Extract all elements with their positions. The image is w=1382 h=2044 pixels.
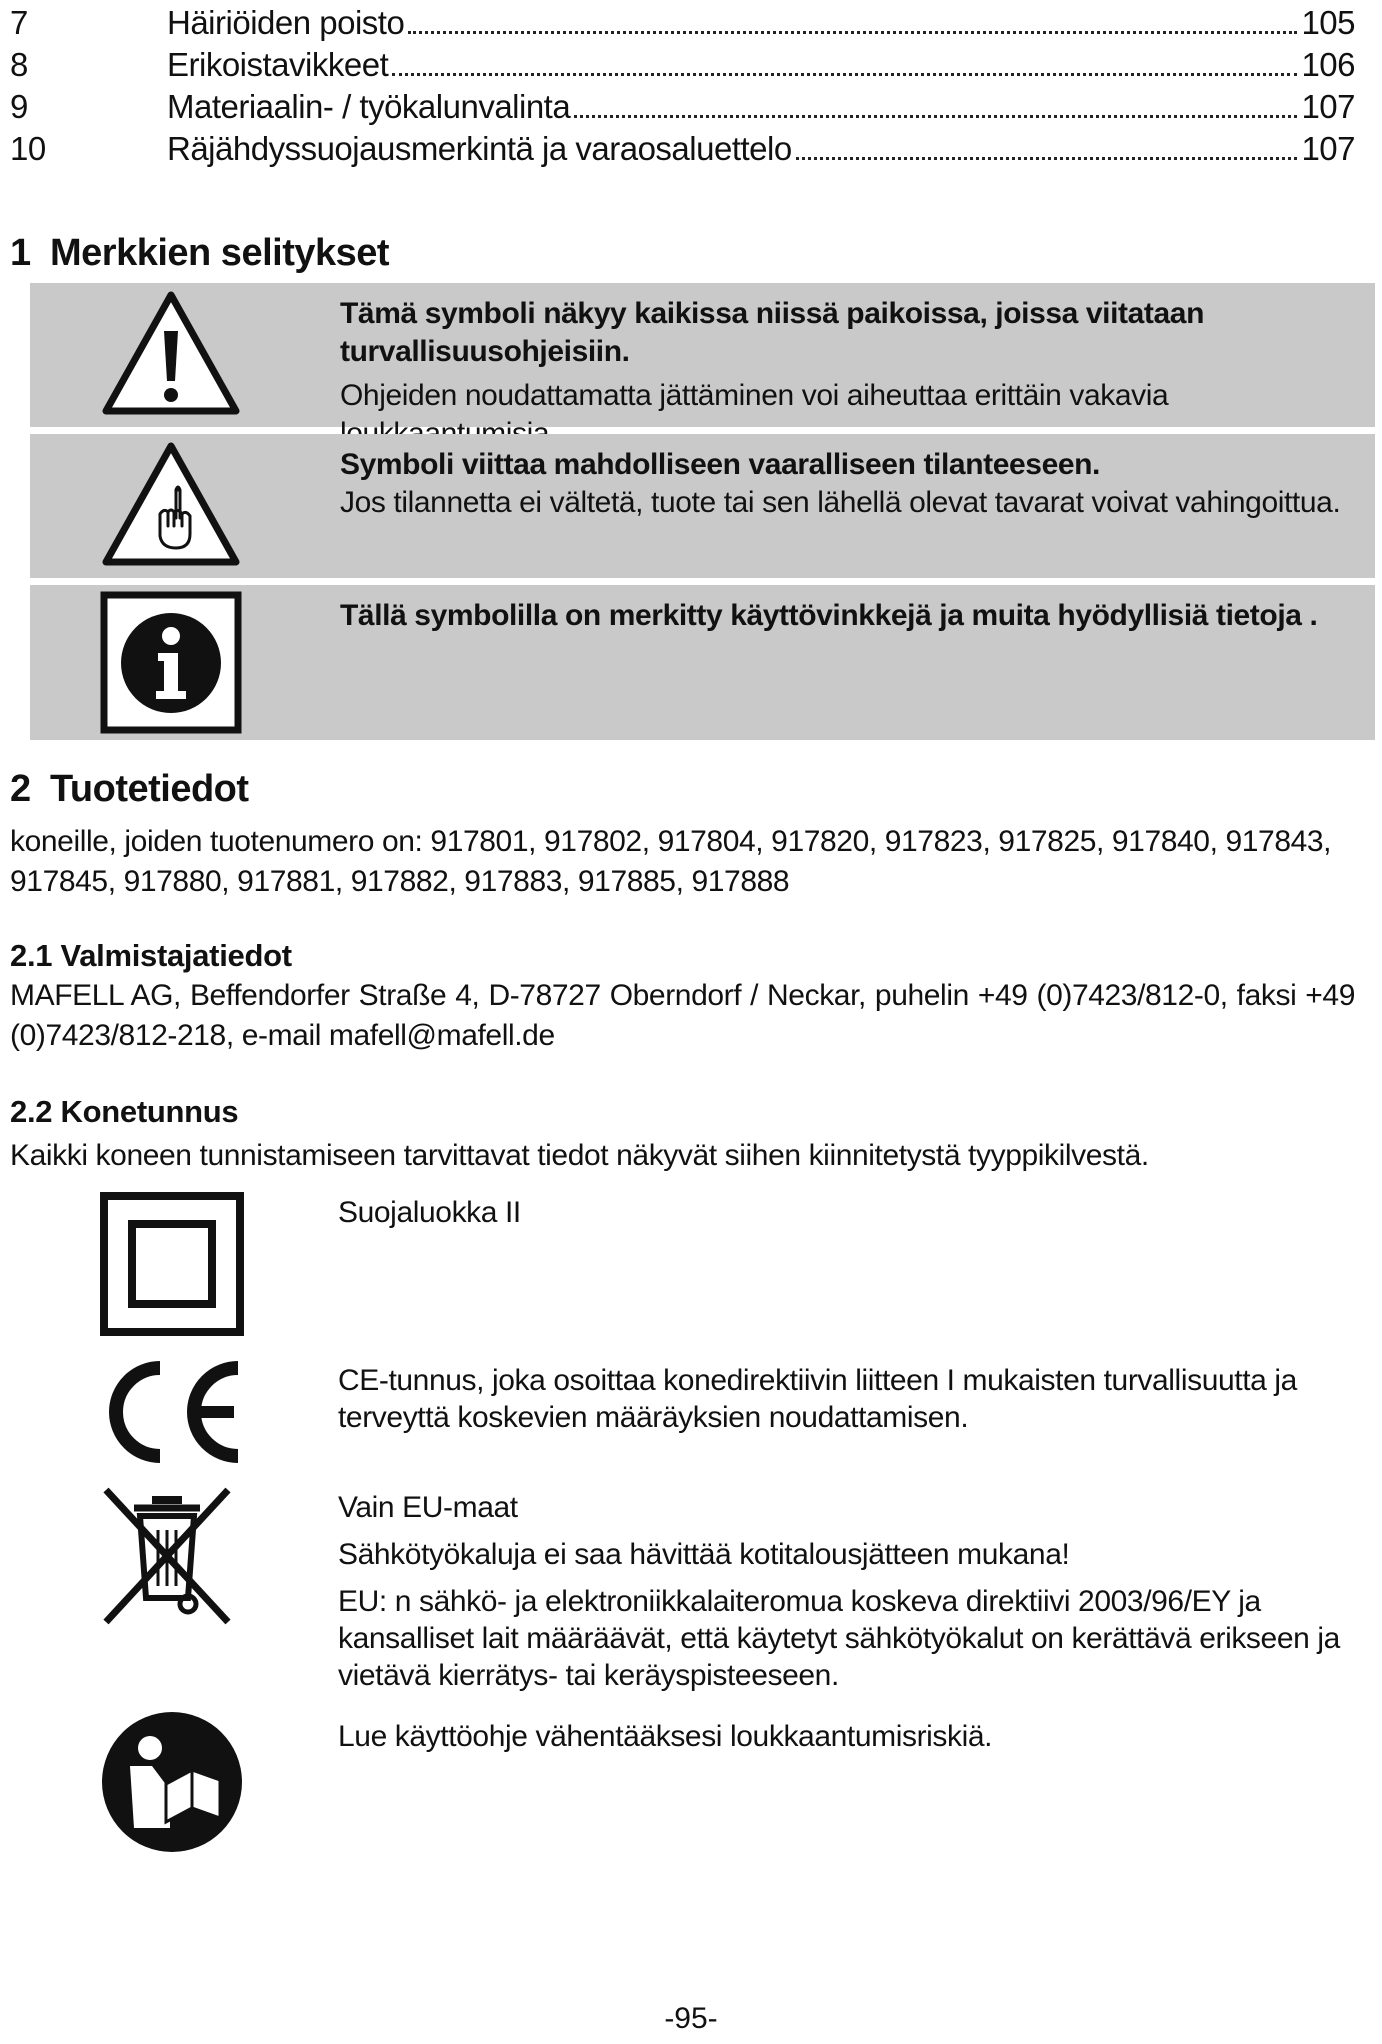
section-number: 1 bbox=[10, 232, 31, 274]
toc-page-number: 107 bbox=[1301, 88, 1355, 125]
subsection-number: 2.2 bbox=[10, 1094, 53, 1129]
toc-title: Häiriöiden poisto bbox=[167, 4, 405, 41]
subsection-title: Konetunnus bbox=[60, 1094, 239, 1129]
symbol-explanation-box bbox=[30, 434, 1375, 578]
weee-line: EU: n sähkö- ja elektroniikkalaiteromua koskeva direktiivi 2003/96/EY ja kansalliset lait määräävät, että käytetyt sähkötyökalut on kerättävä erikseen ja vietävä kierrätys- tai keräyspisteeseen. bbox=[338, 1585, 1340, 1692]
section-title: Merkkien selitykset bbox=[50, 232, 390, 274]
section-title: Tuotetiedot bbox=[50, 768, 249, 810]
machine-id-text: Kaikki koneen tunnistamiseen tarvittavat tiedot näkyvät siihen kiinnitetystä tyyppikilvestä. bbox=[10, 1139, 1149, 1172]
symbol-bold-text: Symboli viittaa mahdolliseen vaaralliseen tilanteeseen. bbox=[340, 448, 1100, 481]
page-number: -95- bbox=[664, 2002, 718, 2035]
info-icon bbox=[100, 591, 242, 734]
toc-title: Räjähdyssuojausmerkintä ja varaosaluettelo bbox=[167, 130, 792, 167]
symbol-description bbox=[340, 446, 1345, 522]
read-manual-icon bbox=[100, 1710, 244, 1854]
manual-description: Lue käyttöohje vähentääksesi loukkaantumisriskiä. bbox=[338, 1720, 993, 1753]
symbol-description bbox=[340, 597, 1345, 635]
toc-number: 10 bbox=[10, 130, 46, 167]
subsection-heading bbox=[10, 938, 292, 974]
section-1-heading bbox=[10, 232, 389, 275]
toc-entry[interactable] bbox=[10, 4, 1355, 46]
toc-number: 8 bbox=[10, 46, 28, 83]
toc-page-number: 105 bbox=[1301, 4, 1355, 41]
toc-leader bbox=[392, 72, 1297, 76]
product-numbers-text: koneille, joiden tuotenumero on: 917801, 917802, 917804, 917820, 917823, 917825, 917840, 917843, 917845, 917880, 917881, 917882, 917883, 917885, 917888 bbox=[10, 825, 1332, 898]
toc-leader bbox=[574, 114, 1297, 118]
toc-entry[interactable] bbox=[10, 46, 1355, 88]
subsection-number: 2.1 bbox=[10, 938, 53, 973]
toc-number: 7 bbox=[10, 4, 28, 41]
symbol-bold-text: Tällä symbolilla on merkitty käyttövinkkejä ja muita hyödyllisiä tietoja . bbox=[340, 599, 1318, 632]
symbol-text: Jos tilannetta ei vältetä, tuote tai sen lähellä olevat tavarat voivat vahingoittua. bbox=[340, 486, 1341, 519]
weee-description bbox=[338, 1489, 1358, 1704]
toc-entry[interactable] bbox=[10, 130, 1355, 172]
section-number: 2 bbox=[10, 768, 31, 810]
toc-entry[interactable] bbox=[10, 88, 1355, 130]
ce-description: CE-tunnus, joka osoittaa konedirektiivin liitteen I mukaisten turvallisuutta ja terveyttä koskevien määräyksien noudattamisen. bbox=[338, 1364, 1297, 1434]
hand-warning-icon bbox=[100, 440, 242, 570]
subsection-title: Valmistajatiedot bbox=[60, 938, 292, 973]
ce-mark-icon bbox=[100, 1358, 244, 1466]
warning-triangle-icon bbox=[100, 289, 242, 419]
table-of-contents bbox=[10, 4, 1355, 172]
subsection-heading bbox=[10, 1094, 238, 1130]
section-2-heading bbox=[10, 768, 249, 811]
manufacturer-text: MAFELL AG, Beffendorfer Straße 4, D-78727 Oberndorf / Neckar, puhelin +49 (0)7423/812-0, faksi +49 (0)7423/812-218, e-mail mafell@mafell.de bbox=[10, 979, 1355, 1052]
toc-leader bbox=[796, 156, 1298, 160]
toc-page-number: 106 bbox=[1301, 46, 1355, 83]
symbol-description bbox=[340, 295, 1345, 453]
toc-number: 9 bbox=[10, 88, 28, 125]
symbol-explanation-box bbox=[30, 283, 1375, 427]
symbol-bold-text: Tämä symboli näkyy kaikissa niissä paikoissa, joissa viitataan turvallisuusohjeisiin. bbox=[340, 297, 1205, 368]
toc-page-number: 107 bbox=[1301, 130, 1355, 167]
class-ii-description: Suojaluokka II bbox=[338, 1196, 521, 1229]
weee-line: Sähkötyökaluja ei saa hävittää kotitalousjätteen mukana! bbox=[338, 1538, 1070, 1571]
protection-class-ii-icon bbox=[100, 1192, 244, 1336]
symbol-text: Ohjeiden noudattamatta jättäminen voi aiheuttaa erittäin vakavia bbox=[340, 379, 1169, 412]
toc-title: Materiaalin- / työkalunvalinta bbox=[167, 88, 571, 125]
weee-line: Vain EU-maat bbox=[338, 1491, 518, 1524]
weee-bin-icon bbox=[100, 1486, 234, 1626]
symbol-explanation-box bbox=[30, 585, 1375, 740]
toc-title: Erikoistavikkeet bbox=[167, 46, 389, 83]
toc-leader bbox=[408, 30, 1297, 34]
